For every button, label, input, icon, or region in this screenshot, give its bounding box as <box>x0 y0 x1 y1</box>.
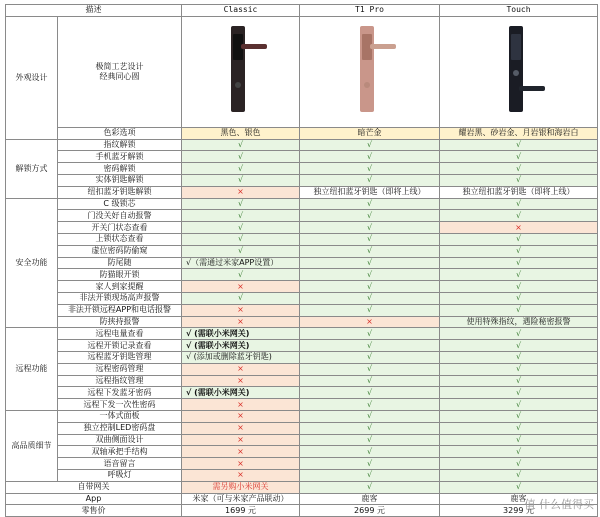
security-row <box>6 304 598 316</box>
value-cell: √ <box>440 351 598 363</box>
feature-label: 远程电量查看 <box>58 328 182 340</box>
feature-label: 非法开锁现场高声报警 <box>58 292 182 304</box>
feature-label: 双曲侧面设计 <box>58 434 182 446</box>
table-body <box>6 5 598 517</box>
remote-row <box>6 363 598 375</box>
quality-row <box>6 410 598 422</box>
value-cell: × <box>182 304 300 316</box>
value-cell: √ <box>440 281 598 293</box>
feature-label: 一体式面板 <box>58 410 182 422</box>
value-cell: √（需通过米家APP设置） <box>182 257 300 269</box>
feature-label: 非法开锁远程APP和电话报警 <box>58 304 182 316</box>
app-value: 鹿客 <box>440 493 598 505</box>
remote-row <box>6 399 598 411</box>
value-cell: × <box>182 410 300 422</box>
feature-label: 门没关好自动报警 <box>58 210 182 222</box>
feature-label: 密码解锁 <box>58 163 182 175</box>
feature-label: 远程密码管理 <box>58 363 182 375</box>
value-cell: √ <box>300 210 440 222</box>
value-cell: √ <box>440 340 598 352</box>
feature-label: 语音留言 <box>58 458 182 470</box>
app-value: 米家（可与米家产品联动） <box>182 493 300 505</box>
comparison-table <box>5 4 598 517</box>
value-cell: √ <box>440 410 598 422</box>
value-cell: √ <box>440 257 598 269</box>
feature-label: 防尾随 <box>58 257 182 269</box>
value-cell: × <box>182 469 300 481</box>
value-cell: × <box>182 422 300 434</box>
gateway-value: √ <box>300 481 440 493</box>
remote-row <box>6 351 598 363</box>
value-cell: √ <box>300 351 440 363</box>
value-cell: √ <box>440 328 598 340</box>
category-security: 安全功能 <box>6 198 58 328</box>
feature-label: 防猫眼开锁 <box>58 269 182 281</box>
unlock-row <box>6 151 598 163</box>
value-cell: √ <box>182 245 300 257</box>
value-cell: √ <box>440 469 598 481</box>
price-value: 2699 元 <box>300 505 440 517</box>
app-row <box>6 493 598 505</box>
feature-label: C 级锁芯 <box>58 198 182 210</box>
feature-label: 色彩选项 <box>58 127 182 139</box>
app-value: 鹿客 <box>300 493 440 505</box>
value-cell: √ <box>440 375 598 387</box>
security-row <box>6 316 598 328</box>
classic-lock-image <box>182 16 300 127</box>
value-cell: √ <box>440 458 598 470</box>
value-cell: √ <box>440 292 598 304</box>
value-cell: √ <box>440 304 598 316</box>
feature-label: 实体钥匙解锁 <box>58 174 182 186</box>
value-cell: √ <box>300 281 440 293</box>
gateway-row <box>6 481 598 493</box>
value-cell: √ <box>182 210 300 222</box>
value-cell: √ <box>440 151 598 163</box>
touch-lock-image <box>440 16 598 127</box>
quality-row <box>6 422 598 434</box>
value-cell: √ <box>440 269 598 281</box>
value-cell: √ <box>182 151 300 163</box>
unlock-row <box>6 139 598 151</box>
header-row <box>6 5 598 17</box>
value-cell: √ <box>300 269 440 281</box>
security-row <box>6 281 598 293</box>
classic-lock-picture <box>211 20 271 120</box>
value-cell: × <box>300 316 440 328</box>
value-cell: × <box>182 375 300 387</box>
price-value: 3299 元 <box>440 505 598 517</box>
unlock-row <box>6 186 598 198</box>
category-quality: 高品质细节 <box>6 410 58 481</box>
value-cell: √ <box>440 245 598 257</box>
value-cell: √ <box>440 387 598 399</box>
feature-label: 独立控制LED密码盘 <box>58 422 182 434</box>
feature-label: 家人到家提醒 <box>58 281 182 293</box>
touch-lock-picture <box>489 20 549 120</box>
value-cell: √ <box>300 410 440 422</box>
unlock-row <box>6 163 598 175</box>
value-cell: √ <box>440 363 598 375</box>
slogan-line2: 经典同心圆 <box>99 71 140 81</box>
remote-row <box>6 375 598 387</box>
value-cell: × <box>182 281 300 293</box>
value-cell: √ <box>440 163 598 175</box>
header-touch: Touch <box>440 5 598 17</box>
quality-row <box>6 446 598 458</box>
remote-row <box>6 340 598 352</box>
value-cell: √ <box>300 139 440 151</box>
app-label: App <box>6 493 182 505</box>
value-cell: √ <box>182 222 300 234</box>
value-cell: √ <box>182 233 300 245</box>
value-cell: √ <box>300 446 440 458</box>
price-label: 零售价 <box>6 505 182 517</box>
value-cell: √ <box>300 434 440 446</box>
value-cell: √ <box>440 139 598 151</box>
security-row <box>6 257 598 269</box>
feature-label: 手机蓝牙解锁 <box>58 151 182 163</box>
value-cell: × <box>182 458 300 470</box>
feature-label: 双轴承把手结构 <box>58 446 182 458</box>
value-cell: √ <box>440 210 598 222</box>
value-cell: √ <box>300 399 440 411</box>
value-cell: √ <box>440 446 598 458</box>
value-cell: × <box>182 446 300 458</box>
slogan-cell <box>58 16 182 127</box>
category-appearance: 外观设计 <box>6 16 58 139</box>
gateway-label: 自带网关 <box>6 481 182 493</box>
value-cell: √ <box>300 469 440 481</box>
value-cell: √ <box>300 174 440 186</box>
value-cell: 独立纽扣蓝牙钥匙（即将上线） <box>440 186 598 198</box>
value-cell: √ <box>300 222 440 234</box>
feature-label: 远程下发一次性密码 <box>58 399 182 411</box>
category-remote: 远程功能 <box>6 328 58 411</box>
value-cell: √ <box>300 198 440 210</box>
value-cell: √ <box>300 422 440 434</box>
feature-label: 开关门状态查看 <box>58 222 182 234</box>
quality-row <box>6 434 598 446</box>
value-cell: √ <box>182 198 300 210</box>
value-cell: √ <box>300 458 440 470</box>
security-row <box>6 222 598 234</box>
value-cell: √ (需联小米网关) <box>182 328 300 340</box>
feature-label: 远程开锁记录查看 <box>58 340 182 352</box>
feature-label: 呼吸灯 <box>58 469 182 481</box>
feature-label: 防挟持报警 <box>58 316 182 328</box>
value-cell: √ <box>440 233 598 245</box>
value-cell: √ <box>300 151 440 163</box>
feature-label: 远程指纹管理 <box>58 375 182 387</box>
value-cell: × <box>182 316 300 328</box>
value-cell: × <box>182 186 300 198</box>
value-cell: √ <box>300 233 440 245</box>
value-cell: √ <box>300 375 440 387</box>
slogan-line1: 极简工艺设计 <box>95 61 144 71</box>
appearance-image-row <box>6 16 598 127</box>
security-row <box>6 292 598 304</box>
feature-label: 虚位密码防偷窥 <box>58 245 182 257</box>
value-cell: × <box>182 363 300 375</box>
value-cell: √ <box>300 245 440 257</box>
value-cell: × <box>182 399 300 411</box>
quality-row <box>6 458 598 470</box>
value-cell: × <box>182 434 300 446</box>
value-cell: √ <box>300 328 440 340</box>
value-cell: √ <box>300 292 440 304</box>
gateway-value: 需另购小米网关 <box>182 481 300 493</box>
value-cell: √ (添加或删除蓝牙钥匙) <box>182 351 300 363</box>
value-cell: √ <box>300 304 440 316</box>
remote-row <box>6 328 598 340</box>
gateway-value: √ <box>440 481 598 493</box>
value-cell: √ <box>440 198 598 210</box>
value-cell: √ (需联小米网关) <box>182 340 300 352</box>
value-cell: √ <box>300 163 440 175</box>
value-cell: 独立纽扣蓝牙钥匙（即将上线） <box>300 186 440 198</box>
watermark: 值 什么值得买 <box>524 498 594 511</box>
t1pro-lock-image <box>300 16 440 127</box>
value-cell: √ <box>182 174 300 186</box>
color-touch: 耀岩黑、砂岩金、月岩银和海岩白 <box>440 127 598 139</box>
value-cell: √ <box>300 257 440 269</box>
value-cell: √ (需联小米网关) <box>182 387 300 399</box>
value-cell: 使用特殊指纹，遇险秘密报警 <box>440 316 598 328</box>
security-row <box>6 210 598 222</box>
value-cell: √ <box>182 139 300 151</box>
value-cell: √ <box>300 340 440 352</box>
value-cell: × <box>440 222 598 234</box>
quality-row <box>6 469 598 481</box>
security-row <box>6 269 598 281</box>
header-classic: Classic <box>182 5 300 17</box>
value-cell: √ <box>440 399 598 411</box>
header-desc: 描述 <box>6 5 182 17</box>
value-cell: √ <box>440 174 598 186</box>
category-unlock: 解锁方式 <box>6 139 58 198</box>
value-cell: √ <box>182 269 300 281</box>
feature-label: 纽扣蓝牙钥匙解锁 <box>58 186 182 198</box>
color-options-row <box>6 127 598 139</box>
security-row <box>6 198 598 210</box>
color-classic: 黑色、银色 <box>182 127 300 139</box>
header-t1pro: T1 Pro <box>300 5 440 17</box>
security-row <box>6 233 598 245</box>
feature-label: 上锁状态查看 <box>58 233 182 245</box>
unlock-row <box>6 174 598 186</box>
feature-label: 远程下发蓝牙密码 <box>58 387 182 399</box>
feature-label: 远程蓝牙钥匙管理 <box>58 351 182 363</box>
value-cell: √ <box>440 434 598 446</box>
security-row <box>6 245 598 257</box>
feature-label: 指纹解锁 <box>58 139 182 151</box>
value-cell: √ <box>300 363 440 375</box>
color-t1pro: 暗芒金 <box>300 127 440 139</box>
value-cell: √ <box>440 422 598 434</box>
remote-row <box>6 387 598 399</box>
value-cell: √ <box>182 292 300 304</box>
value-cell: √ <box>300 387 440 399</box>
t1pro-lock-picture <box>340 20 400 120</box>
price-value: 1699 元 <box>182 505 300 517</box>
price-row <box>6 505 598 517</box>
value-cell: √ <box>182 163 300 175</box>
